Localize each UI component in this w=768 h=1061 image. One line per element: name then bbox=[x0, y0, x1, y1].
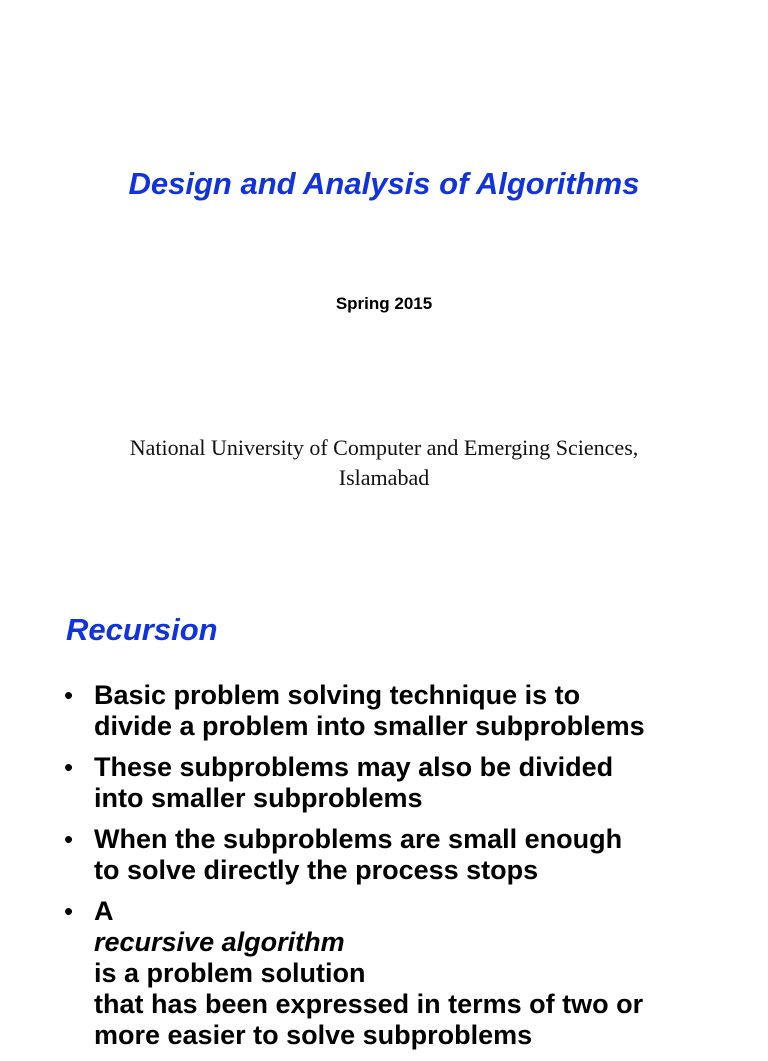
bullet-item bbox=[60, 752, 760, 814]
title-slide bbox=[0, 0, 768, 512]
bullet-line: to solve directly the process stops bbox=[94, 855, 539, 885]
bullet-list bbox=[60, 680, 760, 1061]
bullet-line: divide a problem into smaller subproblems bbox=[94, 711, 645, 741]
bullet-text bbox=[94, 680, 760, 742]
section-heading: Recursion bbox=[66, 612, 218, 647]
bullet-dot-icon: • bbox=[64, 896, 74, 926]
recursive-algorithm-term: recursive algorithm bbox=[94, 927, 345, 957]
bullet-item bbox=[60, 896, 760, 1051]
bullet-dot-icon: • bbox=[64, 824, 74, 854]
bullet-line bbox=[94, 896, 760, 989]
recursion-slide bbox=[0, 512, 768, 1050]
bullet-text bbox=[94, 752, 760, 814]
bullet-dot-icon: • bbox=[64, 680, 74, 710]
bullet-dot-icon: • bbox=[64, 752, 74, 782]
bullet-line: into smaller subproblems bbox=[94, 783, 423, 813]
bullet-line: When the subproblems are small enough bbox=[94, 824, 623, 854]
bullet-line: These subproblems may also be divided bbox=[94, 752, 614, 782]
bullet-text-prefix: A bbox=[94, 896, 114, 926]
bullet-item bbox=[60, 824, 760, 886]
slide-title: Design and Analysis of Algorithms bbox=[128, 166, 640, 201]
university-name bbox=[0, 433, 768, 493]
university-line: National University of Computer and Emerging Sciences, bbox=[129, 435, 639, 460]
bullet-line: Basic problem solving technique is to bbox=[94, 680, 581, 710]
bullet-line: more easier to solve subproblems bbox=[94, 1020, 533, 1050]
university-line: Islamabad bbox=[338, 465, 430, 490]
bullet-item bbox=[60, 680, 760, 742]
bullet-line: that has been expressed in terms of two or bbox=[94, 989, 644, 1019]
bullet-text bbox=[94, 896, 760, 1051]
bullet-text-suffix: is a problem solution bbox=[94, 958, 366, 988]
bullet-text bbox=[94, 824, 760, 886]
term-label: Spring 2015 bbox=[335, 294, 433, 313]
